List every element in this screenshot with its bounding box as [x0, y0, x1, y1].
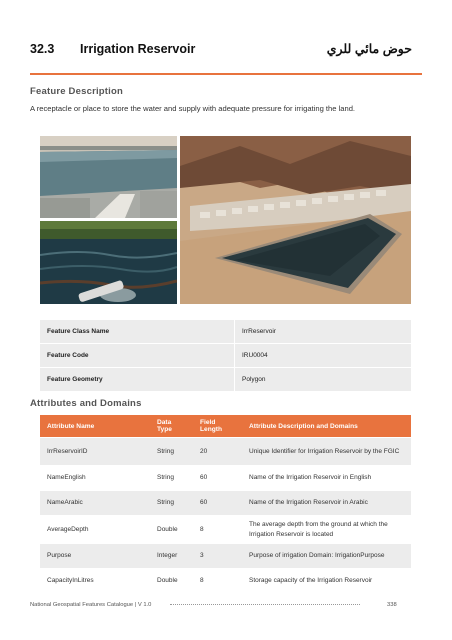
table-cell: CapacityInLitres — [40, 569, 150, 594]
feature-info-value: Polygon — [235, 368, 412, 392]
section-title-arabic: حوض مائي للري — [326, 42, 412, 56]
table-row — [40, 466, 411, 491]
feature-info-value: IRU0004 — [235, 344, 412, 368]
section-number: 32.3 — [30, 42, 55, 56]
footer-leader-dots — [170, 598, 360, 605]
table-cell: 60 — [193, 466, 242, 491]
reservoir-photos — [40, 136, 411, 304]
table-cell: The average depth from the ground at which the Irrigation Reservoir is located — [242, 516, 411, 544]
feature-info-label: Feature Code — [40, 344, 235, 368]
footer-catalogue: National Geospatial Features Catalogue | V 1.0 — [30, 602, 152, 608]
table-cell: 8 — [193, 569, 242, 594]
table-cell: Storage capacity of the Irrigation Reservoir — [242, 569, 411, 594]
table-cell: String — [150, 466, 193, 491]
feature-info-value: IrrReservoir — [242, 328, 276, 335]
page-number: 338 — [387, 602, 397, 608]
feature-description-heading: Feature Description — [30, 86, 124, 97]
table-cell: Unique Identifier for Irrigation Reservoir by the FGIC — [242, 438, 411, 466]
feature-info-label: Feature Class Name — [40, 320, 235, 344]
table-row — [40, 569, 411, 594]
attributes-heading: Attributes and Domains — [30, 398, 142, 409]
table-cell: NameEnglish — [40, 466, 150, 491]
photo-water-outlet — [40, 221, 177, 304]
table-row — [40, 544, 411, 569]
column-header: Field Length — [193, 415, 242, 438]
table-cell: NameArabic — [40, 491, 150, 516]
table-cell: Double — [150, 516, 193, 544]
table-cell: Purpose — [40, 544, 150, 569]
feature-info-label: Feature Geometry — [40, 368, 235, 392]
table-row — [40, 516, 411, 544]
table-cell: Purpose of irrigation Domain: IrrigationPurpose — [242, 544, 411, 569]
table-cell: 60 — [193, 491, 242, 516]
attributes-table — [40, 415, 411, 593]
photo-reservoir-desert — [180, 136, 411, 304]
header-divider — [30, 73, 422, 75]
photo-reservoir-top — [40, 136, 177, 218]
table-row — [40, 491, 411, 516]
table-cell: 20 — [193, 438, 242, 466]
table-cell: Double — [150, 569, 193, 594]
feature-description-text: A receptacle or place to store the water and supply with adequate pressure for irrigating the land. — [30, 104, 356, 113]
table-cell: AverageDepth — [40, 516, 150, 544]
feature-info-row — [40, 368, 411, 392]
table-cell: Integer — [150, 544, 193, 569]
table-cell: 8 — [193, 516, 242, 544]
section-title: Irrigation Reservoir — [80, 42, 196, 56]
column-header: Attribute Name — [40, 415, 150, 438]
table-cell: Name of the Irrigation Reservoir in English — [242, 466, 411, 491]
column-header: Attribute Description and Domains — [242, 415, 411, 438]
column-header: Data Type — [150, 415, 193, 438]
feature-info-row — [40, 344, 411, 368]
table-cell: 3 — [193, 544, 242, 569]
table-row — [40, 438, 411, 466]
feature-info-row — [40, 320, 411, 344]
table-cell: IrrReservoirID — [40, 438, 150, 466]
table-cell: Name of the Irrigation Reservoir in Arabic — [242, 491, 411, 516]
attributes-header-row — [40, 415, 411, 438]
feature-info-table — [40, 320, 411, 391]
table-cell: String — [150, 438, 193, 466]
table-cell: String — [150, 491, 193, 516]
